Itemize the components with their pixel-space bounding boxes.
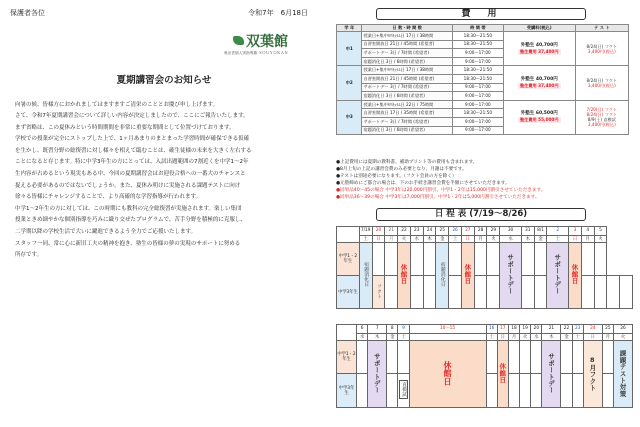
course-cell: 宿題消化日 3日 / 6時間 (希望者): [362, 92, 452, 101]
date-cell: 25: [602, 325, 613, 334]
weekday-cell: 木: [542, 334, 561, 341]
weekday-cell: 月: [602, 334, 613, 341]
weekday-cell: 日: [497, 334, 508, 341]
schedule-title: 日 程 表 (7/19～8/26): [376, 208, 586, 221]
price-outside: 外塾生 40,700円: [520, 42, 558, 48]
homework-day: 宿題消化日: [436, 243, 449, 309]
date-cell: 7: [368, 325, 387, 334]
date-cell: 2: [547, 227, 569, 236]
weekday-cell: 木: [423, 236, 436, 243]
date-cell: 22: [398, 227, 411, 236]
date-cell: 7/19: [359, 227, 372, 236]
date-cell: 27: [461, 227, 474, 236]
date-cell: 21: [385, 227, 398, 236]
time-cell: 18:30～21:50: [452, 40, 503, 49]
closed-day: 休館日: [461, 243, 474, 309]
grade-cell: 中3: [337, 100, 362, 134]
date-cell: 18: [508, 325, 519, 334]
weekday-cell: [409, 334, 486, 341]
support-day: サポートデー: [547, 243, 569, 309]
weekday-cell: 水: [500, 236, 522, 243]
weekday-cell: 月: [581, 236, 594, 243]
col-price: 受講料(税込): [503, 25, 575, 32]
course-cell: 授業日+集中ｶﾘｷｭﾗﾑ日 17日 / 38時間: [362, 32, 452, 41]
body-line: スタッフ一同、常に心に新旧工夫の精神を抱き、塾生の皆様の夢の実現のサポートに努める: [15, 240, 241, 247]
schedule-block-1: [336, 226, 633, 309]
test-cell: [575, 32, 628, 66]
weekday-cell: 土: [398, 334, 409, 341]
grade-cell: 中2: [337, 66, 362, 100]
time-cell: 18:30～21:50: [452, 109, 503, 118]
time-cell: 9:00～17:00: [452, 126, 503, 135]
weekday-cell: 土: [449, 236, 462, 243]
date-cell: 5: [594, 227, 607, 236]
trial-exam-day: 直模試: [398, 374, 409, 408]
body-line: 学校での授業が完全にストップした上で、1ヶ月あまりのまとまった学習時間が確保できる仮確: [15, 136, 250, 143]
test-price: 3,400円(税込): [587, 122, 616, 128]
date-cell: 26: [449, 227, 462, 236]
date-cell: 24: [583, 325, 602, 334]
price-member: 塾生費用 37,400円: [519, 83, 559, 89]
weekday-cell: 月: [474, 236, 487, 243]
time-cell: 9:00～17:00: [452, 92, 503, 101]
schedule-block-2: [336, 324, 633, 408]
date-cell: 28: [474, 227, 487, 236]
date-cell: 24: [423, 227, 436, 236]
date-row: [337, 325, 633, 334]
course-cell: サポートデー 3日 / 7時間 (希望者): [362, 117, 452, 126]
notice-body: [10, 100, 308, 262]
body-line: まず省略は、この夏休みという時間期間を非常に重要な期間として位置づけております。: [15, 124, 235, 131]
course-cell: 自習室開放日 21日 / 45時間 (希望者): [362, 40, 452, 49]
course-cell: 自習室開放日 21日 / 45時間 (希望者): [362, 74, 452, 83]
test-price: 3,400円(税込): [587, 83, 616, 89]
closed-day: 休館日: [398, 243, 411, 309]
time-cell: 18:30～21:50: [452, 66, 503, 75]
date-cell: 20: [531, 325, 542, 334]
corner-cell: [337, 227, 360, 243]
time-cell: 9:00～17:00: [452, 100, 503, 109]
weekday-cell: 土: [486, 334, 497, 341]
grade12-row: [337, 341, 633, 374]
date-cell: 21: [542, 325, 561, 334]
weekday-cell: 火: [594, 236, 607, 243]
date-cell: 19: [520, 325, 531, 334]
test-line: 8/9(土) 直模試: [587, 117, 616, 123]
time-cell: 9:00～17:00: [452, 57, 503, 66]
body-line: を生かし、既習分野の総復習に対し様々を相えて臨むことは、確生徒様の未来を大きく左右する: [15, 147, 252, 154]
date-cell: 8: [387, 325, 398, 334]
course-cell: 授業日+集中ｶﾘｷｭﾗﾑ日 22日 / 75時間: [362, 100, 452, 109]
note-item: ●上記費用には夏期の教科書、補助プリント等の費用も含まれます。: [336, 160, 478, 165]
notice-header: [10, 8, 308, 18]
date-cell: 26: [614, 325, 633, 334]
leaf-icon: [233, 36, 244, 45]
row-label: 中学3年生: [337, 374, 357, 408]
weekday-cell: 金: [561, 334, 572, 341]
issue-date: 令和7年 6月18日: [248, 9, 308, 17]
row-label: 中学1・2年生: [337, 243, 360, 276]
weekday-row: [337, 236, 633, 243]
logo-subtitle: 奥出雲個人別指導塾 ＳＯＵＹＯＫＡＮ: [223, 50, 288, 55]
weekday-cell: 金: [534, 236, 547, 243]
notice-page: [0, 0, 318, 427]
course-cell: サポートデー 3日 / 7時間 (希望者): [362, 49, 452, 58]
date-cell: 20: [372, 227, 385, 236]
weekday-cell: 土: [359, 236, 372, 243]
course-cell: 授業日+集中ｶﾘｷｭﾗﾑ日 17日 / 38時間: [362, 66, 452, 75]
date-cell: 8/1: [534, 227, 547, 236]
notice-title: 夏期講習会のお知らせ: [116, 74, 212, 86]
test-line: 7/20(日) フクト: [586, 107, 618, 113]
weekday-cell: 土: [547, 236, 569, 243]
weekday-cell: 水: [531, 334, 542, 341]
flag-day: フクト: [372, 276, 385, 309]
price-outside: 外塾生 60,500円: [520, 111, 558, 117]
col-test: テ ス ト: [575, 25, 628, 32]
closed-period: 休館日: [409, 341, 486, 408]
date-cell: 23: [410, 227, 423, 236]
price-member: 塾生費用 37,400円: [519, 48, 559, 54]
corner-cell: [337, 325, 357, 341]
body-line: 向暑の候、皆様方におかれましてはますますご清栄のこととお慶び申し上げます。: [15, 101, 219, 108]
fee-table: [336, 24, 629, 135]
grade3-row: [337, 276, 633, 309]
weekday-cell: 日: [372, 236, 385, 243]
table-row: [337, 32, 629, 41]
price-cell: [503, 32, 575, 66]
weekday-cell: 火: [487, 236, 500, 243]
col-grade: 学 年: [337, 25, 362, 32]
test-cell: [575, 100, 628, 134]
time-cell: 18:30～21:50: [452, 74, 503, 83]
date-cell: 3: [569, 227, 582, 236]
body-line: 中学1～2年生の方に対しては、この時期にも教科の完全総復習が実施されます。楽しい集団: [15, 205, 242, 212]
body-line: 二学期以降の学校生活で大いに躍進できるよう全力でご応援いたします。: [15, 229, 197, 236]
course-cell: 宿題消化日 3日 / 6時間 (希望者): [362, 126, 452, 135]
body-line: 授業ときめ細やかな個別指導を巧みに織り交ぜたプログラムで、苦手分野を積極的に克服し、: [15, 217, 246, 224]
time-cell: 9:00～17:00: [452, 117, 503, 126]
support-day: サポートデー: [500, 243, 522, 309]
time-cell: 18:30～21:50: [452, 32, 503, 41]
weekday-cell: 金: [387, 334, 398, 341]
date-cell: 23: [572, 325, 583, 334]
date-cell: 10～15: [409, 325, 486, 334]
homework-day: 宿題消化日: [359, 243, 372, 309]
price-cell: [503, 100, 575, 134]
body-line: 徐々る皆様にチャレンジすることで、より高確的な学習指導が行われます。: [15, 194, 202, 201]
table-row: [337, 66, 629, 75]
body-line: 捉える必要があるのではないでしょうか。また、夏休み明けに実施される課題テストに向け: [15, 182, 241, 189]
time-cell: 9:00～17:00: [452, 83, 503, 92]
weekday-cell: 日: [461, 236, 474, 243]
grade-cell: 中1: [337, 32, 362, 66]
test-price: 3,400円(税込): [587, 48, 616, 54]
note-item: ●テストは別途必要になります。（フクト会員の方を除く）: [336, 174, 457, 179]
grade12-row: [337, 243, 633, 276]
test-cell: [575, 66, 628, 100]
table-row: [337, 100, 629, 109]
date-cell: 22: [561, 325, 572, 334]
date-cell: 16: [486, 325, 497, 334]
note-item: ●元塾締めにご都合の場合は、下のお手続き講習会費を半額にさせていただきます。: [336, 181, 510, 186]
body-line: 生内容が占めるという現実もある中、今回の夏期講習会はお迎役合格への一番大のチャンスと: [15, 171, 246, 178]
fees-title: 費 用: [376, 8, 586, 20]
fukuto-day: 8月フクト: [583, 341, 602, 408]
fee-header-row: [337, 25, 629, 32]
price-outside: 外塾生 40,700円: [520, 77, 558, 83]
weekday-cell: 金: [436, 236, 449, 243]
fee-notes: [336, 159, 632, 201]
date-cell: 4: [581, 227, 594, 236]
support-day: サポートデー: [368, 341, 387, 408]
info-page: [322, 0, 640, 427]
date-cell: 31: [521, 227, 534, 236]
weekday-cell: 月: [385, 236, 398, 243]
date-cell: 25: [436, 227, 449, 236]
logo-name: 双葉館: [246, 33, 288, 50]
col-course: 日 数・時 間 数: [362, 25, 452, 32]
date-cell: 30: [500, 227, 522, 236]
weekday-cell: 月: [508, 334, 519, 341]
date-cell: 9: [398, 325, 409, 334]
note-item: ●同単品40～45の場合 中学3年は20,000円割引、中学1・2年は15,000円割引させていただきます。: [336, 188, 546, 193]
body-line: さて、令和7年夏期講習会について詳しい内容が決定しましたので、ここにご報告いたします。: [15, 113, 249, 120]
closed-day: 休館日: [497, 341, 508, 408]
weekday-cell: 木: [368, 334, 387, 341]
body-line: ことになると存じます。特に中学3年生の方にとっては、入試出題範囲の7割近くを中学1～2年: [15, 159, 249, 166]
price-cell: [503, 66, 575, 100]
weekday-cell: 火: [614, 334, 633, 341]
support-day: サポートデー: [542, 341, 561, 408]
row-label: 中学1・2年生: [337, 341, 357, 374]
date-cell: 6: [357, 325, 368, 334]
course-cell: 自習室開放日 17日 / 35時間 (希望者): [362, 109, 452, 118]
row-label: 中学3年生: [337, 276, 360, 309]
time-cell: 9:00～17:00: [452, 49, 503, 58]
date-row: [337, 227, 633, 236]
weekday-cell: 土: [572, 334, 583, 341]
test-line: 8/24(日) フクト: [586, 112, 618, 118]
weekday-row: [337, 334, 633, 341]
weekday-cell: 日: [583, 334, 602, 341]
date-cell: 17: [497, 325, 508, 334]
course-cell: 宿題消化日 3日 / 6時間 (希望者): [362, 57, 452, 66]
course-cell: サポートデー 3日 / 7時間 (希望者): [362, 83, 452, 92]
weekday-cell: 日: [569, 236, 582, 243]
closed-day: 休館日: [569, 243, 582, 309]
test-line: 8/24(日) フクト: [586, 78, 618, 84]
recipient: 保護者各位: [10, 9, 45, 17]
price-member: 塾生費用 55,000円: [519, 117, 559, 123]
date-cell: 29: [487, 227, 500, 236]
pretest-day: 課題テスト対策: [614, 341, 633, 408]
weekday-cell: 水: [410, 236, 423, 243]
school-logo: [10, 30, 308, 56]
col-time: 時 間 帯: [452, 25, 503, 32]
weekday-cell: 水: [357, 334, 368, 341]
weekday-cell: 木: [521, 236, 534, 243]
test-line: 8/24(日) フクト: [586, 43, 618, 49]
note-item: ●8月上旬の上記の講習会費のみ必要となり、月謝は不要です。: [336, 167, 467, 172]
weekday-cell: 火: [520, 334, 531, 341]
note-item: ●同単品36～39の場合 中学3年は7,000円割引、中学1・2年は5,000円割引させていただきます。: [336, 195, 540, 200]
weekday-cell: 火: [398, 236, 411, 243]
body-line: 所存です。: [15, 252, 43, 259]
